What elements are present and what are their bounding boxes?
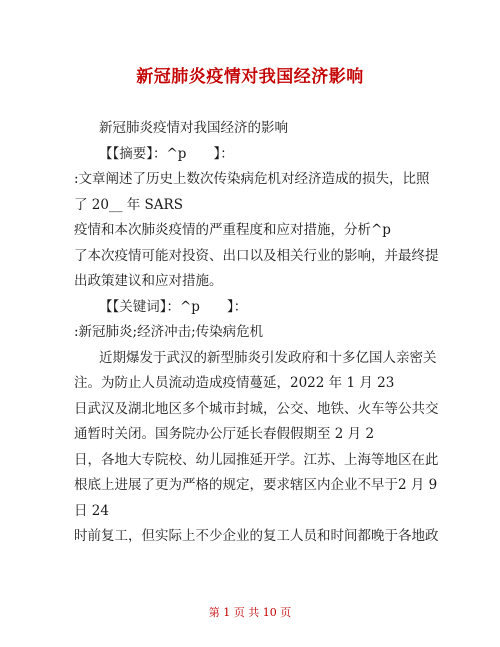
abstract-line: 了本次疫情可能对投资、出口以及相关行业的影响，并最终提 [74,248,439,264]
abstract-line: :文章阐述了历史上数次传染病危机对经济造成的损失，比照 [74,171,430,187]
subtitle-line: 新冠肺炎疫情对我国经济的影响 [99,120,288,136]
body-line: 时前复工，但实际上不少企业的复工人员和时间都晚于各地政 [74,528,439,544]
abstract-line: 了 20__ 年 SARS [74,197,183,213]
page-number: 第 1 页 共 10 页 [208,606,292,619]
body-line: 日 24 [74,503,109,519]
body-line: 通暂时关闭。国务院办公厅延长春假假期至 2 月 2 [74,426,375,442]
body-line: 日武汉及湖北地区多个城市封城，公交、地铁、火车等公共交 [74,401,439,417]
body-line: 近期爆发于武汉的新型肺炎引发政府和十多亿国人亲密关 [99,350,437,366]
abstract-heading: 【【摘要】：^p 】： [99,146,234,162]
body-line: 日，各地大专院校、幼儿园推延开学。江苏、上海等地区在此 [74,452,439,468]
body-line: 注。为防止人员流动造成疫情蔓延，2022 年 1 月 23 [74,375,395,391]
document-title: 新冠肺炎疫情对我国经济影响 [136,67,364,87]
abstract-line: 出政策建议和应对措施。 [74,273,223,289]
body-line: 根底上进展了更为严格的规定，要求辖区内企业不早于2 月 9 [74,477,438,493]
keywords-line: :新冠肺炎;经济冲击;传染病危机 [74,324,264,340]
keywords-heading: 【【关键词】：^p 】： [99,299,248,315]
abstract-line: 疫情和本次肺炎疫情的严重程度和应对措施，分析^p [74,222,391,238]
